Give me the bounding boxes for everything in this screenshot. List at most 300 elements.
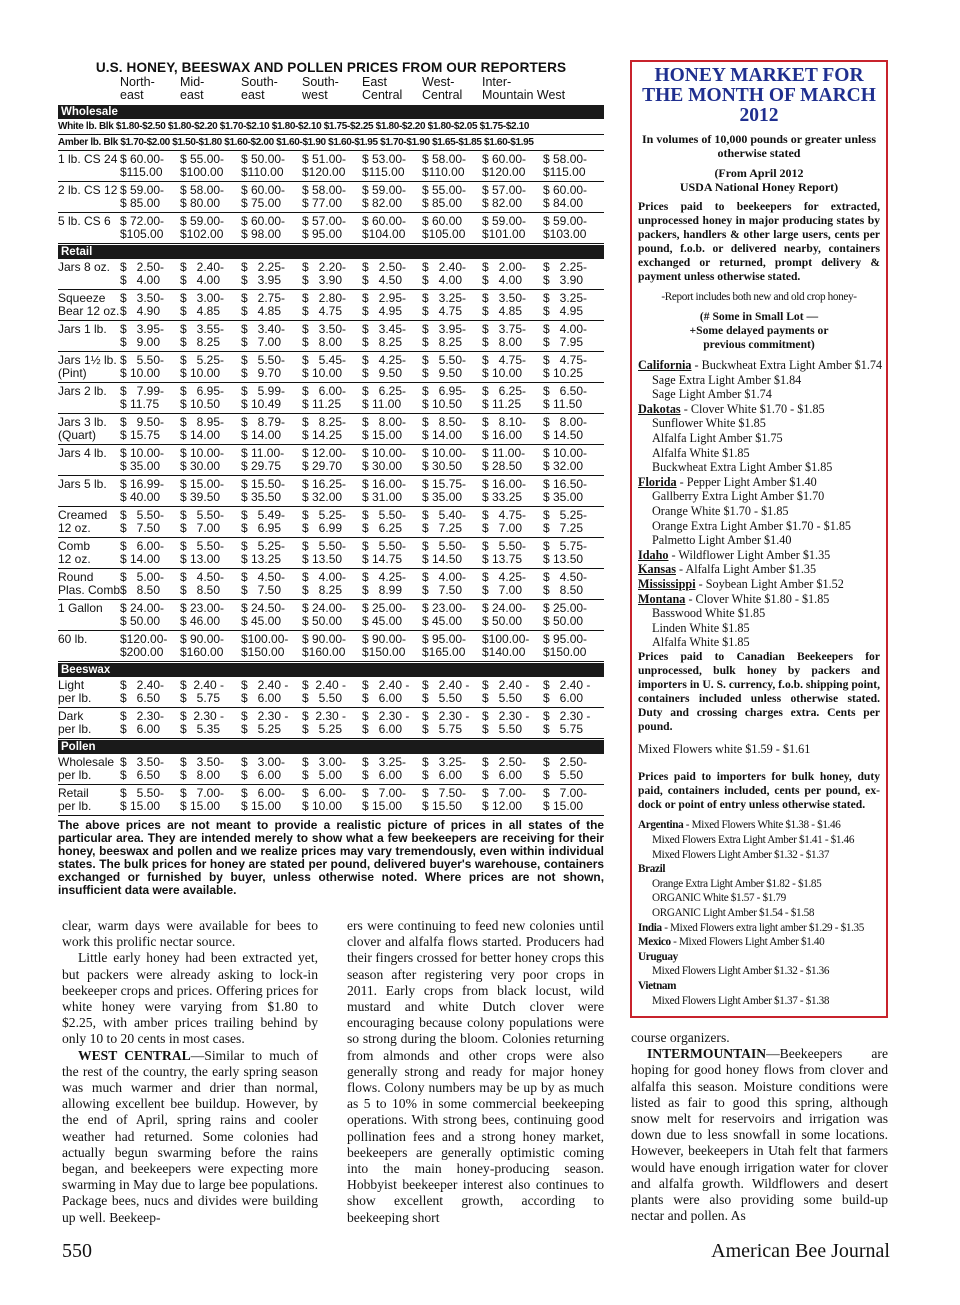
- price-cell: $ 2.30 - $ 5.25: [302, 708, 362, 739]
- price-cell: $ 23.00- $ 45.00: [422, 600, 482, 631]
- table-row: [58, 708, 604, 739]
- price-cell: $ 57.00- $ 82.00: [482, 182, 543, 213]
- price-cell: $ 7.99- $ 11.75: [120, 383, 180, 414]
- list-subitem: Mixed Flowers Light Amber $1.37 - $1.38: [652, 994, 830, 1007]
- region-name: Brazil: [638, 863, 666, 876]
- price-text: - Soybean Light Amber $1.52: [695, 576, 844, 591]
- row-label: Jars 2 lb.: [58, 383, 120, 414]
- price-cell: $ 55.00- $ 85.00: [422, 182, 482, 213]
- article-column-1: [62, 918, 318, 1226]
- list-subitem: Orange White $1.70 - $1.85: [652, 503, 789, 518]
- price-cell: $ 5.45- $ 10.00: [302, 352, 362, 383]
- price-cell: $ 2.40 - $ 5.75: [180, 677, 241, 708]
- price-cell: $ 5.50- $ 9.70: [241, 352, 302, 383]
- paragraph: [62, 1048, 318, 1226]
- price-cell: $ 8.10- $ 16.00: [482, 414, 543, 445]
- price-cell: $ 24.00- $ 50.00: [482, 600, 543, 631]
- price-cell: $ 15.00- $ 39.50: [180, 476, 241, 507]
- price-cell: $ 3.50- $ 4.90: [120, 290, 180, 321]
- row-label: Dark per lb.: [58, 708, 120, 739]
- us-prices-intro: Prices paid to beekeepers for extracted, unprocessed honey in major producing states by packers, handlers & other large users, cents per pound, f.o.b. or delivered nearby, containers exchanged or returned, prompt delivery & payment unless otherwise stated.: [638, 200, 880, 283]
- price-cell: $ 2.40 - $ 5.50: [422, 677, 482, 708]
- price-cell: $ 5.25- $ 13.25: [241, 538, 302, 569]
- list-item: [638, 577, 880, 592]
- price-cell: $ 4.50- $ 8.50: [180, 569, 241, 600]
- price-text: - Mixed Flowers extra light amber $1.29 - $1.35: [661, 921, 864, 934]
- price-cell: $ 5.50- $ 6.25: [362, 507, 422, 538]
- bulk-row-white: White lb. Blk $1.80-$2.50 $1.80-$2.20 $1.70-$2.10 $1.80-$2.10 $1.75-$2.25 $1.80-$2.20 $1.80-$2.05 $1.75-$2.10: [58, 119, 604, 135]
- table-row: [58, 754, 604, 785]
- price-table: [58, 60, 604, 897]
- section-pollen: Pollen: [58, 740, 604, 754]
- price-cell: $ 5.99- $ 10.49: [241, 383, 302, 414]
- price-cell: $ 2.30 - $ 6.00: [362, 708, 422, 739]
- price-cell: $ 7.00- $ 15.00: [543, 785, 604, 816]
- import-price-list: [638, 818, 880, 1008]
- row-label: Jars 1 lb.: [58, 321, 120, 352]
- price-cell: $ 6.25- $ 11.00: [362, 383, 422, 414]
- price-cell: $ 3.75- $ 8.00: [482, 321, 543, 352]
- row-label: Jars 1½ lb. (Pint): [58, 352, 120, 383]
- price-cell: $ 3.25- $ 6.00: [362, 754, 422, 785]
- list-subitem: ORGANIC White $1.57 - $1.79: [652, 892, 786, 905]
- price-cell: $ 4.00- $ 8.25: [302, 569, 362, 600]
- price-cell: $ 5.25- $ 10.00: [180, 352, 241, 383]
- price-cell: $ 5.50- $ 7.50: [120, 507, 180, 538]
- price-cell: $ 3.25- $ 6.00: [422, 754, 482, 785]
- table-row: [58, 507, 604, 538]
- price-cell: $ 95.00- $150.00: [543, 631, 604, 662]
- row-label: Jars 3 lb. (Quart): [58, 414, 120, 445]
- list-subitem: Gallberry Extra Light Amber $1.70: [652, 489, 825, 504]
- list-item: [638, 935, 880, 950]
- price-cell: $ 16.00- $ 31.00: [362, 476, 422, 507]
- price-text: - Pepper Light Amber $1.40: [676, 474, 817, 489]
- region-name: India: [638, 921, 662, 934]
- honey-market-box: [630, 60, 888, 1018]
- section-heading: INTERMOUNTAIN: [647, 1046, 767, 1062]
- row-label: Retail per lb.: [58, 785, 120, 816]
- list-item: [638, 862, 880, 877]
- price-cell: $ 3.25- $ 4.95: [543, 290, 604, 321]
- price-cell: $ 5.00- $ 8.50: [120, 569, 180, 600]
- price-text: - Buckwheat Extra Light Amber $1.74: [691, 358, 883, 372]
- price-cell: $ 8.00- $ 14.50: [543, 414, 604, 445]
- region-label: Inter- Mountain West: [482, 75, 566, 102]
- region-label: North- east: [120, 75, 155, 102]
- bulk-row-amber: Amber lb. Blk $1.70-$2.00 $1.50-$1.80 $1.60-$2.00 $1.60-$1.90 $1.60-$1.95 $1.70-$1.90 $1.65-$1.85 $1.60-$1.95: [58, 135, 604, 151]
- region-label: South- east: [241, 75, 278, 102]
- canada-price-line: Mixed Flowers white $1.59 - $1.61: [638, 741, 811, 756]
- region-header: [58, 76, 604, 104]
- price-cell: $ 4.00- $ 7.95: [543, 321, 604, 352]
- region-name: California: [638, 358, 692, 372]
- price-cell: $ 6.50- $ 11.50: [543, 383, 604, 414]
- price-text: - Alfalfa Light Amber $1.35: [675, 562, 817, 577]
- price-text: - Clover White $1.70 - $1.85: [680, 401, 825, 416]
- table-row: [58, 569, 604, 600]
- region-name: Mississippi: [638, 576, 696, 591]
- row-label: Light per lb.: [58, 677, 120, 708]
- price-cell: $ 6.00- $ 14.00: [120, 538, 180, 569]
- list-subitem: Buckwheat Extra Light Amber $1.85: [652, 460, 833, 475]
- price-cell: $ 11.00- $ 29.75: [241, 445, 302, 476]
- price-cell: $ 3.50- $ 4.85: [482, 290, 543, 321]
- price-cell: $ 8.95- $ 14.00: [180, 414, 241, 445]
- table-row: [58, 213, 604, 244]
- price-cell: $ 4.25- $ 7.00: [482, 569, 543, 600]
- price-cell: $ 5.50- $ 13.00: [180, 538, 241, 569]
- page-number: 550: [62, 1240, 92, 1262]
- price-cell: $ 5.50- $ 13.75: [482, 538, 543, 569]
- list-item: [638, 358, 883, 373]
- price-cell: $ 2.25- $ 3.90: [543, 259, 604, 290]
- price-cell: $ 90.00- $160.00: [302, 631, 362, 662]
- price-cell: $ 4.75- $ 10.00: [482, 352, 543, 383]
- price-cell: $ 2.25- $ 3.95: [241, 259, 302, 290]
- price-cell: $ 5.50- $ 14.75: [362, 538, 422, 569]
- row-label: 1 Gallon: [58, 600, 120, 631]
- price-cell: $ 95.00- $165.00: [422, 631, 482, 662]
- paragraph: [631, 1046, 888, 1224]
- region-label: South- west: [302, 75, 339, 102]
- price-cell: $ 7.00- $ 12.00: [482, 785, 543, 816]
- price-cell: $ 2.40 - $ 5.50: [482, 677, 543, 708]
- price-cell: $ 6.00- $ 11.25: [302, 383, 362, 414]
- region-name: Kansas: [638, 562, 676, 577]
- price-text: - Mixed Flowers White $1.38 - $1.46: [683, 819, 841, 832]
- price-cell: $ 3.40- $ 7.00: [241, 321, 302, 352]
- paragraph-text: —Similar to much of the rest of the country, the early spring season was much warmer and drier than normal, allowing excellent bee buildup. However, by the end of April, spring rains and cooler weather had returned. Some colonies had actually begun swarming before the rains began, and beekeepers were expecting more swarming in May due to large bee populations. Package bees, nucs and divides were building up well. Beekeep-: [62, 1047, 318, 1225]
- row-label: Jars 5 lb.: [58, 476, 120, 507]
- price-cell: $ 4.75- $ 7.00: [482, 507, 543, 538]
- price-cell: $ 2.80- $ 4.75: [302, 290, 362, 321]
- price-cell: $ 10.00- $ 32.00: [543, 445, 604, 476]
- price-cell: $ 5.50- $ 10.00: [120, 352, 180, 383]
- price-cell: $ 3.00- $ 5.00: [302, 754, 362, 785]
- price-cell: $ 8.79- $ 14.00: [241, 414, 302, 445]
- list-subitem: Orange Extra Light Amber $1.70 - $1.85: [652, 518, 852, 533]
- price-cell: $ 5.50- $ 15.00: [120, 785, 180, 816]
- price-cell: $ 4.25- $ 8.99: [362, 569, 422, 600]
- paragraph: Little early honey had been extracted yet, but packers were already asking to lock-in beekeeper crops and prices. Offering prices for white honey were varying from $1.80 to $2.25, with amber prices trailing behind by only 10 to 20 cents in most cases.: [62, 950, 318, 1047]
- row-label: Squeeze Bear 12 oz.: [58, 290, 120, 321]
- price-cell: $ 24.00- $ 50.00: [302, 600, 362, 631]
- region-name: Mexico: [638, 936, 671, 949]
- price-cell: $ 4.25- $ 9.50: [362, 352, 422, 383]
- pollen-table: [58, 754, 604, 816]
- beeswax-table: [58, 677, 604, 739]
- price-cell: $ 6.25- $ 11.25: [482, 383, 543, 414]
- article-column-3: [631, 1030, 888, 1224]
- price-cell: $ 2.40 - $ 6.00: [543, 677, 604, 708]
- price-cell: $ 5.50- $ 7.00: [180, 507, 241, 538]
- region-name: Vietnam: [638, 980, 677, 992]
- row-label: Comb 12 oz.: [58, 538, 120, 569]
- table-note: The above prices are not meant to provide a realistic picture of prices in all states of the particular area. They are intended merely to show what a few beekeepers are receiving for their honey, beeswax and pollen and we realize prices may vary tremendously, even within individual states. The bulk prices for honey are stated per pound, delivered buyer's warehouse, containers exchanged or furnished by buyer, unless otherwise noted. Where prices are not shown, insufficient data were available.: [58, 818, 604, 897]
- table-row: [58, 259, 604, 290]
- table-row: [58, 182, 604, 213]
- list-item: [638, 402, 880, 417]
- price-cell: $ 25.00- $ 50.00: [543, 600, 604, 631]
- list-subitem: Alfalfa Light Amber $1.75: [652, 430, 783, 445]
- price-cell: $ 59.00- $ 82.00: [362, 182, 422, 213]
- price-cell: $ 16.99- $ 40.00: [120, 476, 180, 507]
- price-cell: $ 7.00- $ 15.00: [180, 785, 241, 816]
- region-name: Argentina: [638, 819, 684, 832]
- wholesale-table: [58, 151, 604, 244]
- price-cell: $ 51.00- $120.00: [302, 151, 362, 182]
- list-subitem: Alfalfa White $1.85: [652, 445, 750, 460]
- table-row: [58, 414, 604, 445]
- list-subitem: Mixed Flowers Light Amber $1.32 - $1.36: [652, 965, 830, 978]
- price-cell: $ 2.40- $ 6.50: [120, 677, 180, 708]
- price-cell: $ 24.50- $ 45.00: [241, 600, 302, 631]
- price-cell: $ 16.50- $ 35.00: [543, 476, 604, 507]
- region-label: Mid- east: [180, 75, 205, 102]
- price-cell: $ 10.00- $ 30.00: [180, 445, 241, 476]
- paragraph: course organizers.: [631, 1030, 730, 1045]
- price-cell: $ 59.00- $101.00: [482, 213, 543, 244]
- price-cell: $ 3.45- $ 8.25: [362, 321, 422, 352]
- price-cell: $ 2.40 - $ 6.00: [362, 677, 422, 708]
- price-cell: $ 59.00- $103.00: [543, 213, 604, 244]
- list-subitem: ORGANIC Light Amber $1.54 - $1.58: [652, 907, 815, 920]
- section-retail: Retail: [58, 245, 604, 259]
- price-cell: $ 23.00- $ 46.00: [180, 600, 241, 631]
- price-cell: $ 2.50- $ 5.50: [543, 754, 604, 785]
- canada-prices-intro: Prices paid to Canadian Beekeepers for unprocessed, bulk honey by packers and importers in U. S. currency, f.o.b. shipping point, containers included unless otherwise stated. Duty and crossing charges extra. Cents per pound.: [638, 649, 880, 733]
- price-cell: $ 2.30 - $ 5.25: [241, 708, 302, 739]
- price-cell: $ 90.00- $160.00: [180, 631, 241, 662]
- price-cell: $ 50.00- $110.00: [241, 151, 302, 182]
- price-cell: $ 60.00- $ 84.00: [543, 182, 604, 213]
- price-cell: $ 4.00- $ 7.50: [422, 569, 482, 600]
- journal-name: American Bee Journal: [711, 1240, 890, 1262]
- list-subitem: Basswood White $1.85: [652, 606, 766, 621]
- price-cell: $ 5.75- $ 13.50: [543, 538, 604, 569]
- region-name: Idaho: [638, 547, 669, 562]
- price-cell: $ 3.25- $ 4.75: [422, 290, 482, 321]
- price-cell: $ 6.00- $ 15.00: [241, 785, 302, 816]
- price-cell: $ 60.00- $120.00: [482, 151, 543, 182]
- price-text: - Clover White $1.80 - $1.85: [685, 591, 830, 606]
- price-cell: $ 7.50- $ 15.50: [422, 785, 482, 816]
- volumes-note: In volumes of 10,000 pounds or greater unless otherwise stated: [641, 132, 877, 160]
- paragraph: ers were continuing to feed new colonies until clover and alfalfa flows started. Producers had their fingers crossed for better honey crops this season after registering very poor crops in 2011. Early crops from black locust, wild mustard and white Dutch clover were encouraging because colony populations were so strong during the bloom. Colonies returning from almonds and other crops were also generally strong and ready for major honey flows. Colony numbers may be up by as much as 5 to 10% in some commercial beekeeping operations. With strong bees, continuing good pollination fees and a strong honey market, beekeepers are generally optimistic coming into the main honey-producing season. Hobbyist beekeeper interest also continues to show excellent growth, according to beekeeping short: [347, 918, 604, 1225]
- table-row: [58, 631, 604, 662]
- row-label: Wholesale per lb.: [58, 754, 120, 785]
- price-cell: $ 8.50- $ 14.00: [422, 414, 482, 445]
- price-cell: $ 2.40- $ 4.00: [180, 259, 241, 290]
- price-cell: $100.00- $140.00: [482, 631, 543, 662]
- price-cell: $ 8.00- $ 15.00: [362, 414, 422, 445]
- price-cell: $ 10.00- $ 30.00: [362, 445, 422, 476]
- price-cell: $ 53.00- $115.00: [362, 151, 422, 182]
- price-cell: $ 60.00 $105.00: [422, 213, 482, 244]
- price-cell: $ 3.55- $ 8.25: [180, 321, 241, 352]
- price-cell: $ 6.95- $ 10.50: [422, 383, 482, 414]
- row-label: 5 lb. CS 6: [58, 213, 120, 244]
- price-cell: $ 3.95- $ 8.25: [422, 321, 482, 352]
- price-cell: $ 5.25- $ 6.99: [302, 507, 362, 538]
- list-item: [638, 950, 880, 965]
- price-cell: $ 3.00- $ 6.00: [241, 754, 302, 785]
- price-cell: $ 60.00- $104.00: [362, 213, 422, 244]
- price-cell: $ 2.30 - $ 5.75: [422, 708, 482, 739]
- price-cell: $ 55.00- $100.00: [180, 151, 241, 182]
- row-label: 1 lb. CS 24: [58, 151, 120, 182]
- price-cell: $ 2.75- $ 4.85: [241, 290, 302, 321]
- price-cell: $ 11.00- $ 28.50: [482, 445, 543, 476]
- table-row: [58, 538, 604, 569]
- price-cell: $ 3.50- $ 6.50: [120, 754, 180, 785]
- table-row: [58, 383, 604, 414]
- price-cell: $ 4.50- $ 8.50: [543, 569, 604, 600]
- price-cell: $ 59.00- $102.00: [180, 213, 241, 244]
- price-cell: $ 60.00- $ 75.00: [241, 182, 302, 213]
- region-label: West- Central: [422, 75, 463, 102]
- region-name: Uruguay: [638, 950, 678, 963]
- region-label: East Central: [362, 75, 403, 102]
- list-item: [638, 979, 880, 994]
- report-note: -Report includes both new and old crop honey-: [661, 291, 857, 303]
- price-cell: $ 2.50- $ 6.00: [482, 754, 543, 785]
- section-wholesale: Wholesale: [58, 105, 604, 119]
- region-name: Dakotas: [638, 401, 681, 416]
- price-cell: $100.00- $150.00: [241, 631, 302, 662]
- price-cell: $ 7.00- $ 15.00: [362, 785, 422, 816]
- price-cell: $ 9.50- $ 15.75: [120, 414, 180, 445]
- price-cell: $ 25.00- $ 45.00: [362, 600, 422, 631]
- price-cell: $ 4.50- $ 7.50: [241, 569, 302, 600]
- price-cell: $ 5.25- $ 7.25: [543, 507, 604, 538]
- price-cell: $ 2.40 - $ 6.00: [241, 677, 302, 708]
- price-cell: $ 72.00- $105.00: [120, 213, 180, 244]
- retail-table: [58, 259, 604, 662]
- list-item: [638, 548, 880, 563]
- list-subitem: Mixed Flowers Light Amber $1.32 - $1.37: [652, 848, 830, 861]
- list-subitem: Sage Extra Light Amber $1.84: [652, 372, 802, 387]
- price-cell: $ 5.50- $ 14.50: [422, 538, 482, 569]
- price-cell: $ 3.00- $ 4.85: [180, 290, 241, 321]
- price-text: - Wildflower Light Amber $1.35: [668, 547, 831, 562]
- price-cell: $ 2.95- $ 4.95: [362, 290, 422, 321]
- price-cell: $ 2.30- $ 6.00: [120, 708, 180, 739]
- table-row: [58, 321, 604, 352]
- price-cell: $ 2.30 - $ 5.75: [543, 708, 604, 739]
- price-cell: $ 3.95- $ 9.00: [120, 321, 180, 352]
- region-name: Florida: [638, 474, 677, 489]
- price-cell: $ 12.00- $ 29.70: [302, 445, 362, 476]
- region-name: Montana: [638, 591, 686, 606]
- price-cell: $ 5.50- $ 13.50: [302, 538, 362, 569]
- list-subitem: Orange Extra Light Amber $1.82 - $1.85: [652, 877, 822, 890]
- price-cell: $ 2.30 - $ 5.50: [482, 708, 543, 739]
- price-text: - Mixed Flowers Light Amber $1.40: [670, 936, 825, 949]
- price-cell: $ 15.50- $ 35.50: [241, 476, 302, 507]
- list-item: [638, 818, 880, 833]
- paragraph-text: —Beekeepers are hoping for good honey flows from clover and alfalfa this season. Moisture conditions were listed as fair to good this spring, although snow melt for reservoirs and irrigation was down due to less snowfall in some locations. However, beekeepers in Utah felt that farmers would have enough irrigation water for clover and alfalfa growth. Wildflowers and desert plants were also providing some build-up nectar and pollen. As: [631, 1046, 888, 1224]
- price-cell: $ 10.00- $ 35.00: [120, 445, 180, 476]
- price-cell: $ 10.00- $ 30.50: [422, 445, 482, 476]
- row-label: Jars 4 lb.: [58, 445, 120, 476]
- price-cell: $ 3.50- $ 8.00: [302, 321, 362, 352]
- list-item: [638, 592, 880, 607]
- state-price-list: [638, 358, 883, 650]
- section-heading: WEST CENTRAL: [78, 1047, 191, 1063]
- table-row: [58, 151, 604, 182]
- price-cell: $ 58.00- $110.00: [422, 151, 482, 182]
- price-cell: $ 5.50- $ 9.50: [422, 352, 482, 383]
- price-cell: $120.00- $200.00: [120, 631, 180, 662]
- price-cell: $ 6.00- $ 10.00: [302, 785, 362, 816]
- table-row: [58, 352, 604, 383]
- import-prices-intro: Prices paid to importers for bulk honey, duty paid, containers included, cents per pound, ex-dock or point of entry unless otherwise stated.: [638, 770, 880, 812]
- table-row: [58, 290, 604, 321]
- price-cell: $ 2.30 - $ 5.35: [180, 708, 241, 739]
- table-row: [58, 476, 604, 507]
- row-label: 60 lb.: [58, 631, 120, 662]
- price-cell: $ 60.00- $ 98.00: [241, 213, 302, 244]
- price-cell: $ 60.00- $115.00: [120, 151, 180, 182]
- list-subitem: Sage Light Amber $1.74: [652, 387, 772, 402]
- price-cell: $ 90.00- $150.00: [362, 631, 422, 662]
- table-row: [58, 677, 604, 708]
- row-label: Creamed 12 oz.: [58, 507, 120, 538]
- price-cell: $ 57.00- $ 95.00: [302, 213, 362, 244]
- row-label: Jars 8 oz.: [58, 259, 120, 290]
- price-cell: $ 2.40- $ 4.00: [422, 259, 482, 290]
- table-row: [58, 600, 604, 631]
- price-cell: $ 16.00- $ 33.25: [482, 476, 543, 507]
- list-item: [638, 921, 880, 936]
- table-title: U.S. HONEY, BEESWAX AND POLLEN PRICES FROM OUR REPORTERS: [95, 60, 567, 75]
- list-item: [638, 562, 880, 577]
- list-subitem: Alfalfa White $1.85: [652, 635, 750, 650]
- price-cell: $ 59.00- $ 85.00: [120, 182, 180, 213]
- price-cell: $ 2.50- $ 4.50: [362, 259, 422, 290]
- price-cell: $ 8.25- $ 14.25: [302, 414, 362, 445]
- list-subitem: Sunflower White $1.85: [652, 416, 766, 431]
- price-cell: $ 24.00- $ 50.00: [120, 600, 180, 631]
- legend-note: (# Some in Small Lot — +Some delayed payments or previous commitment): [689, 310, 829, 351]
- list-item: [638, 475, 880, 490]
- price-cell: $ 6.95- $ 10.50: [180, 383, 241, 414]
- table-row: [58, 445, 604, 476]
- row-label: Round Plas. Comb: [58, 569, 120, 600]
- source-note: (From April 2012 USDA National Honey Report): [679, 166, 839, 194]
- price-cell: $ 58.00- $115.00: [543, 151, 604, 182]
- box-title: HONEY MARKET FOR THE MONTH OF MARCH 2012: [642, 65, 876, 126]
- price-cell: $ 58.00- $ 77.00: [302, 182, 362, 213]
- table-row: [58, 785, 604, 816]
- article-column-2: [347, 918, 604, 1226]
- price-cell: $ 3.50- $ 8.00: [180, 754, 241, 785]
- price-cell: $ 2.00- $ 4.00: [482, 259, 543, 290]
- price-cell: $ 15.75- $ 35.00: [422, 476, 482, 507]
- price-cell: $ 4.75- $ 10.25: [543, 352, 604, 383]
- row-label: 2 lb. CS 12: [58, 182, 120, 213]
- price-cell: $ 2.40 - $ 5.50: [302, 677, 362, 708]
- list-subitem: Mixed Flowers Extra Light Amber $1.41 - $1.46: [652, 834, 855, 847]
- price-cell: $ 58.00- $ 80.00: [180, 182, 241, 213]
- price-cell: $ 5.49- $ 6.95: [241, 507, 302, 538]
- list-subitem: Palmetto Light Amber $1.40: [652, 533, 792, 548]
- list-subitem: Linden White $1.85: [652, 620, 750, 635]
- price-cell: $ 2.20- $ 3.90: [302, 259, 362, 290]
- price-cell: $ 5.40- $ 7.25: [422, 507, 482, 538]
